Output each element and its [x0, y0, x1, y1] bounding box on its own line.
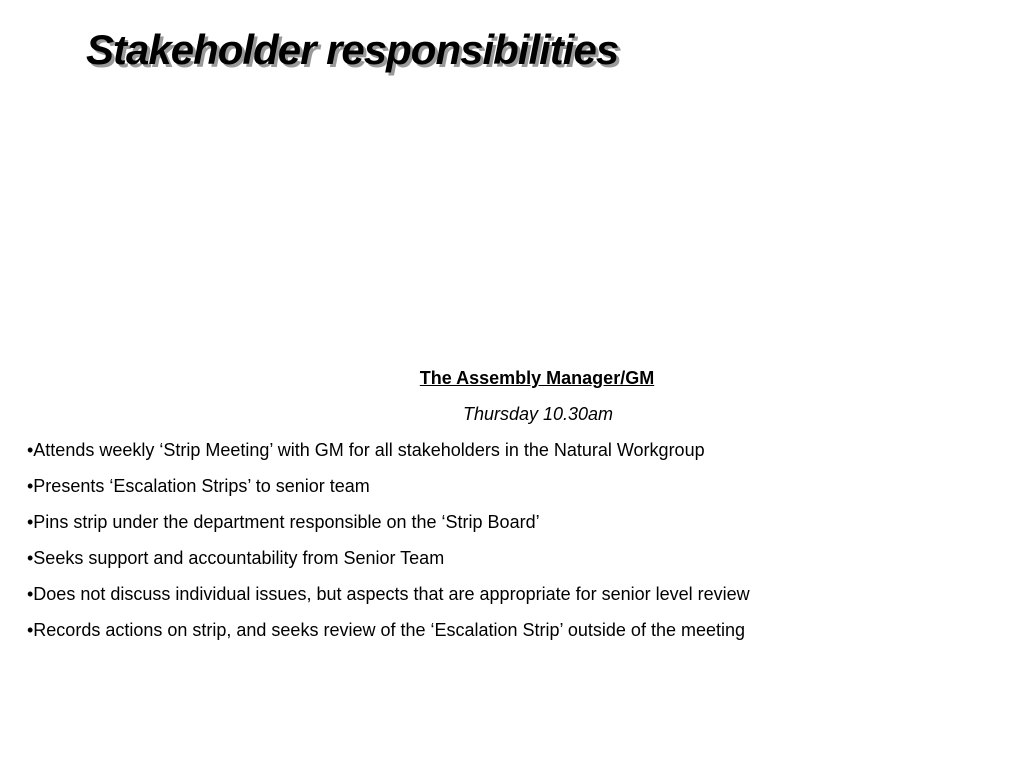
- list-item: •Records actions on strip, and seeks review of the ‘Escalation Strip’ outside of the meeting: [27, 620, 746, 640]
- meeting-time: Thursday 10.30am: [462, 404, 614, 424]
- section-heading: The Assembly Manager/GM: [419, 368, 655, 388]
- list-item: •Presents ‘Escalation Strips’ to senior team: [27, 476, 370, 496]
- list-item: •Does not discuss individual issues, but aspects that are appropriate for senior level review: [27, 584, 750, 604]
- slide-title: Stakeholder responsibilities: [86, 26, 619, 73]
- responsibility-list: [27, 440, 750, 656]
- list-item: •Pins strip under the department responsible on the ‘Strip Board’: [27, 512, 540, 532]
- list-item: •Attends weekly ‘Strip Meeting’ with GM for all stakeholders in the Natural Workgroup: [27, 440, 705, 460]
- list-item: •Seeks support and accountability from Senior Team: [27, 548, 445, 568]
